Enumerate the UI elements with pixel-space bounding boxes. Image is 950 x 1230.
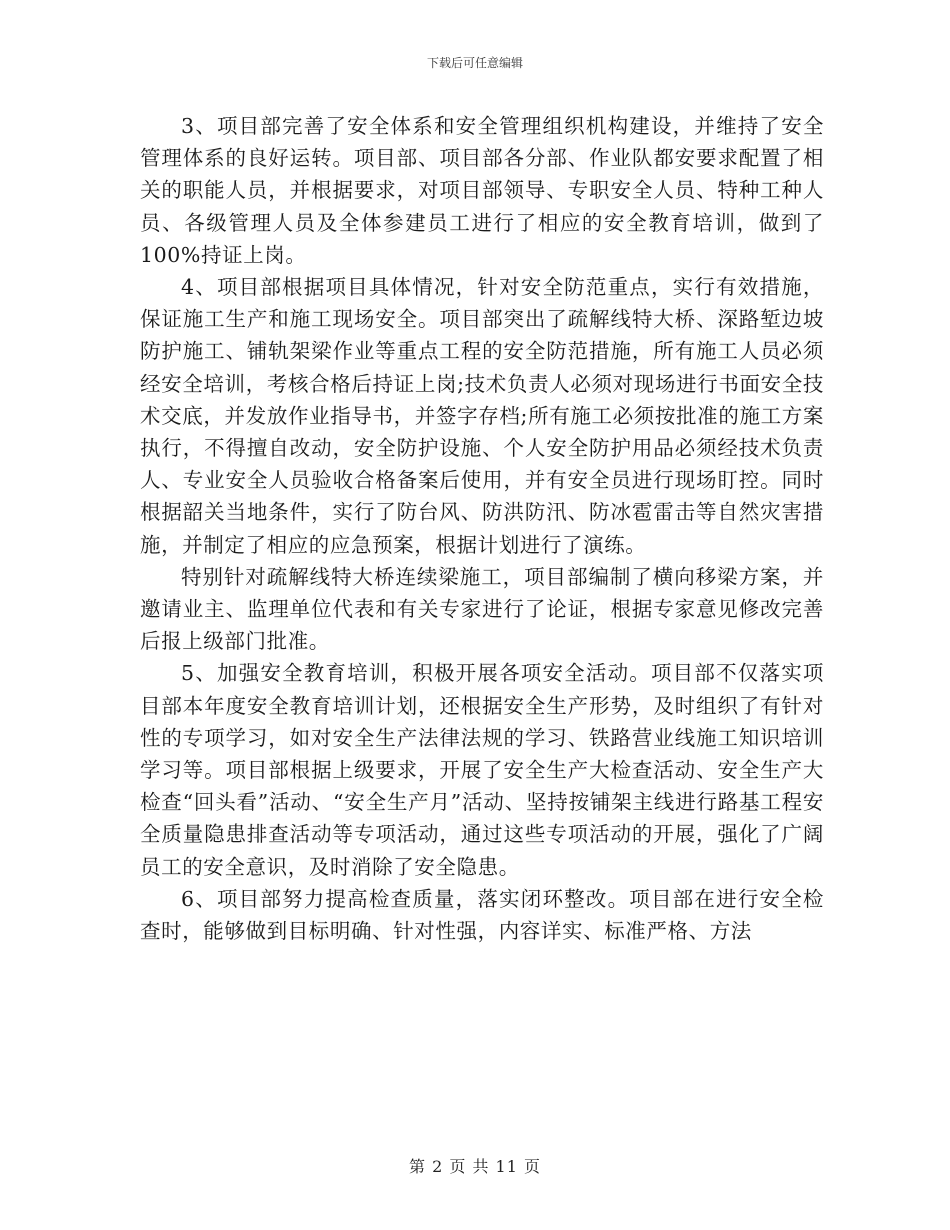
page-header-note: 下载后可任意编辑 <box>426 56 523 70</box>
document-body <box>140 110 824 947</box>
paragraph-item-3: 3、项目部完善了安全体系和安全管理组织机构建设，并维持了安全管理体系的良好运转。项目部、项目部各分部、作业队都安要求配置了相关的职能人员，并根据要求，对项目部领导、专职安全人员、特种工种人员、各级管理人员及全体参建员工进行了相应的安全教育培训，做到了100%持证上岗。 <box>140 114 824 267</box>
paragraph-item-5: 5、加强安全教育培训，积极开展各项安全活动。项目部不仅落实项目部本年度安全教育培训计划，还根据安全生产形势，及时组织了有针对性的专项学习，如对安全生产法律法规的学习、铁路营业线施工知识培训学习等。项目部根据上级要求，开展了安全生产大检查活动、安全生产大检查“回头看”活动、“安全生产月”活动、坚持按铺架主线进行路基工程安全质量隐患排查活动等专项活动，通过这些专项活动的开展，强化了广阔员工的安全意识，及时消除了安全隐患。 <box>140 661 824 879</box>
paragraph-bridge-beam: 特别针对疏解线特大桥连续梁施工，项目部编制了横向移梁方案，并邀请业主、监理单位代表和有关专家进行了论证，根据专家意见修改完善后报上级部门批准。 <box>140 564 824 654</box>
page-footer-number: 第 2 页 共 11 页 <box>409 1157 541 1176</box>
paragraph-item-6: 6、项目部努力提高检查质量，落实闭环整改。项目部在进行安全检查时，能够做到目标明确、针对性强，内容详实、标准严格、方法 <box>140 886 824 944</box>
paragraph-item-4: 4、项目部根据项目具体情况，针对安全防范重点，实行有效措施，保证施工生产和施工现场安全。项目部突出了疏解线特大桥、深路堑边坡防护施工、铺轨架梁作业等重点工程的安全防范措施，所有施工人员必须经安全培训，考核合格后持证上岗;技术负责人必须对现场进行书面安全技术交底，并发放作业指导书，并签字存档;所有施工必须按批准的施工方案执行，不得擅自改动，安全防护设施、个人安全防护用品必须经技术负责人、专业安全人员验收合格备案后使用，并有安全员进行现场盯控。同时根据韶关当地条件，实行了防台风、防洪防汛、防冰雹雷击等自然灾害措施，并制定了相应的应急预案，根据计划进行了演练。 <box>140 275 824 557</box>
